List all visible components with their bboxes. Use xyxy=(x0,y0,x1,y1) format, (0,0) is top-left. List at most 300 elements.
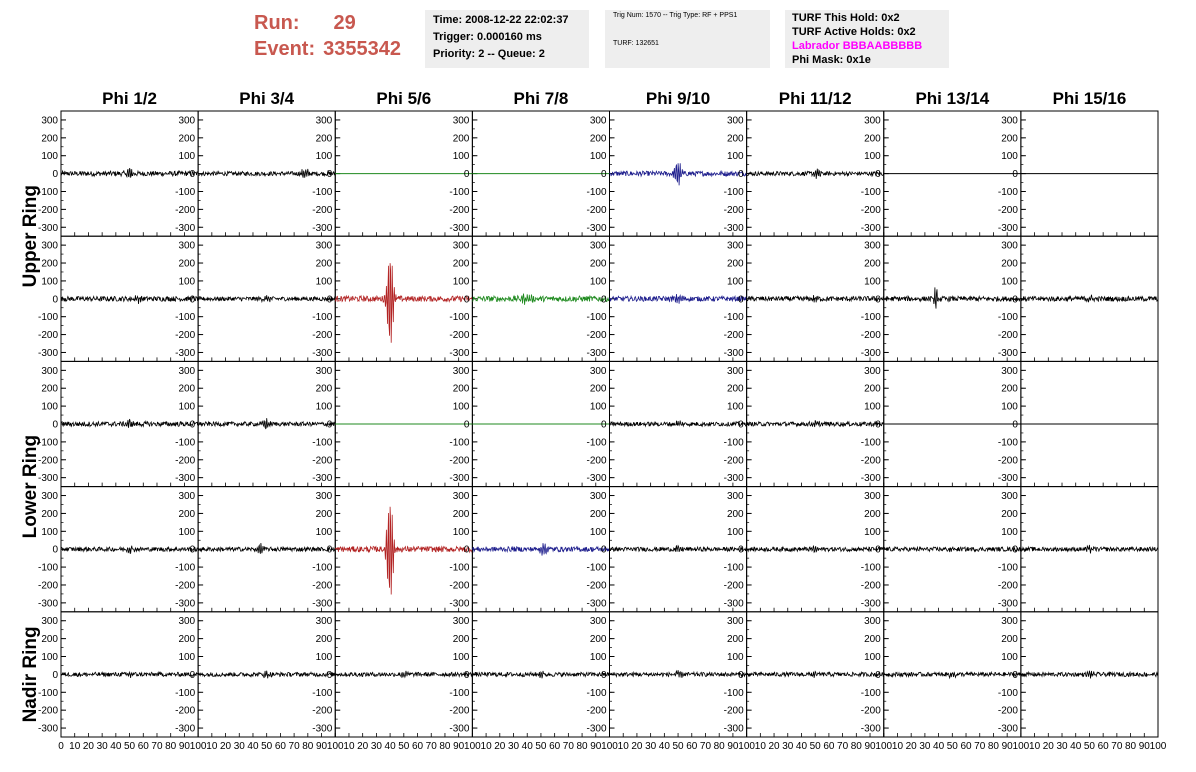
turf-line: TURF: 132651 xyxy=(613,40,659,47)
y-tick-label: -200 xyxy=(37,580,58,592)
x-tick-label: 90 xyxy=(864,741,876,752)
y-tick-label: -100 xyxy=(37,437,58,449)
y-tick-label: -200 xyxy=(860,330,881,342)
x-tick-label: 100 xyxy=(189,741,207,752)
y-tick-label: 200 xyxy=(452,133,470,145)
x-tick-label: 80 xyxy=(713,741,725,752)
y-tick-label: 200 xyxy=(1001,133,1018,145)
y-tick-label: -100 xyxy=(312,186,333,198)
y-tick-label: 100 xyxy=(41,652,58,664)
trace-waveform xyxy=(472,543,609,555)
y-tick-label: 0 xyxy=(600,419,607,431)
y-tick-label: -200 xyxy=(449,455,470,467)
trace-waveform xyxy=(747,546,884,552)
x-tick-label: 10 xyxy=(754,741,766,752)
y-tick-label: -300 xyxy=(586,347,607,359)
y-tick-label: -300 xyxy=(175,473,196,485)
trace-waveform xyxy=(610,421,747,427)
y-tick-label: -200 xyxy=(723,705,744,717)
y-tick-label: 100 xyxy=(864,526,881,538)
y-tick-label: -200 xyxy=(449,204,470,216)
y-tick-label: 300 xyxy=(41,491,58,503)
y-tick-label: -100 xyxy=(312,562,333,574)
x-tick-label: 30 xyxy=(645,741,657,752)
y-tick-label: 0 xyxy=(738,169,744,181)
x-tick-label: 40 xyxy=(933,741,945,752)
y-tick-label: -300 xyxy=(723,347,744,359)
y-tick-label: -200 xyxy=(37,204,58,216)
x-tick-label: 50 xyxy=(946,741,958,752)
x-tick-label: 40 xyxy=(795,741,808,752)
y-tick-label: -300 xyxy=(860,473,881,485)
x-tick-label: 20 xyxy=(494,741,506,752)
x-tick-label: 90 xyxy=(1138,741,1150,752)
y-tick-label: 200 xyxy=(726,258,744,270)
trace-waveform xyxy=(61,295,198,304)
y-tick-label: 300 xyxy=(178,115,196,127)
trace-waveform xyxy=(884,287,1021,308)
y-tick-label: -300 xyxy=(312,598,333,610)
y-tick-label: 100 xyxy=(315,652,333,664)
y-tick-label: -300 xyxy=(997,222,1018,234)
y-tick-label: -200 xyxy=(997,580,1018,592)
trace-waveform xyxy=(198,671,335,679)
trace-waveform xyxy=(472,294,609,305)
y-tick-label: -300 xyxy=(860,598,881,610)
x-tick-label: 20 xyxy=(768,741,780,752)
y-tick-label: 0 xyxy=(738,294,744,306)
phi-mask-line: Phi Mask: 0x1e xyxy=(792,54,871,66)
y-tick-label: 300 xyxy=(589,365,607,377)
y-tick-label: 200 xyxy=(864,508,881,520)
x-tick-label: 50 xyxy=(398,741,410,752)
y-tick-label: -200 xyxy=(449,705,470,717)
y-tick-label: 300 xyxy=(589,240,607,252)
x-tick-label: 60 xyxy=(1097,741,1109,752)
y-tick-label: 200 xyxy=(589,634,607,646)
y-tick-label: -100 xyxy=(312,312,333,324)
y-tick-label: 300 xyxy=(864,115,881,127)
y-tick-label: -300 xyxy=(175,598,196,610)
y-tick-label: 300 xyxy=(726,240,744,252)
x-tick-label: 80 xyxy=(987,741,1000,752)
y-tick-label: 300 xyxy=(41,616,58,628)
y-tick-label: 0 xyxy=(189,294,196,306)
y-tick-label: -100 xyxy=(37,562,58,574)
y-tick-label: -100 xyxy=(175,562,196,574)
x-tick-label: 10 xyxy=(891,741,904,752)
y-tick-label: -200 xyxy=(175,204,196,216)
x-tick-label: 10 xyxy=(480,741,492,752)
trace-waveform xyxy=(884,547,1021,552)
event-label: Event: xyxy=(254,38,316,60)
y-tick-label: 0 xyxy=(52,544,58,556)
y-tick-label: 0 xyxy=(326,419,333,431)
x-tick-label: 70 xyxy=(699,741,712,752)
y-tick-label: -300 xyxy=(37,723,58,735)
y-tick-label: 200 xyxy=(589,508,607,520)
y-tick-label: -100 xyxy=(723,186,744,198)
y-tick-label: 0 xyxy=(875,169,881,181)
y-tick-label: -100 xyxy=(175,312,196,324)
y-tick-label: -200 xyxy=(723,330,744,342)
x-tick-label: 80 xyxy=(165,741,177,752)
x-tick-label: 50 xyxy=(672,741,684,752)
x-tick-label: 40 xyxy=(1070,741,1082,752)
y-tick-label: 100 xyxy=(452,401,470,413)
y-tick-label: -200 xyxy=(37,330,58,342)
y-tick-label: -300 xyxy=(449,347,470,359)
y-tick-label: 300 xyxy=(1001,365,1018,377)
y-tick-label: -300 xyxy=(997,473,1018,485)
column-header: Phi 15/16 xyxy=(1052,89,1127,108)
y-tick-label: 0 xyxy=(738,419,744,431)
y-tick-label: 100 xyxy=(178,401,196,413)
y-tick-label: -200 xyxy=(860,580,881,592)
y-tick-label: 300 xyxy=(589,616,607,628)
column-header: Phi 11/12 xyxy=(778,89,852,108)
y-tick-label: 0 xyxy=(738,544,744,556)
y-tick-label: -200 xyxy=(997,204,1018,216)
y-tick-label: -200 xyxy=(175,705,196,717)
y-tick-label: 300 xyxy=(41,240,58,252)
x-tick-label: 90 xyxy=(178,741,190,752)
y-tick-label: -300 xyxy=(997,723,1018,735)
column-header: Phi 13/14 xyxy=(915,89,990,108)
x-tick-label: 50 xyxy=(124,741,136,752)
y-tick-label: -300 xyxy=(449,723,470,735)
y-tick-label: 100 xyxy=(1001,401,1018,413)
y-tick-label: -300 xyxy=(175,723,196,735)
y-tick-label: 200 xyxy=(589,258,607,270)
y-tick-label: 0 xyxy=(738,669,744,681)
x-tick-label: 70 xyxy=(288,741,300,752)
y-tick-label: -100 xyxy=(860,562,881,574)
y-tick-label: -300 xyxy=(37,347,58,359)
y-tick-label: -100 xyxy=(37,687,58,699)
x-tick-label: 70 xyxy=(1111,741,1123,752)
x-tick-label: 60 xyxy=(137,741,149,752)
x-tick-label: 30 xyxy=(919,741,931,752)
x-tick-label: 70 xyxy=(151,741,163,752)
y-tick-label: -300 xyxy=(860,723,881,735)
y-tick-label: 100 xyxy=(178,151,196,163)
y-tick-label: 300 xyxy=(589,115,607,127)
y-tick-label: 0 xyxy=(52,294,58,306)
y-tick-label: -300 xyxy=(860,347,881,359)
y-tick-label: -100 xyxy=(997,312,1018,324)
y-tick-label: 100 xyxy=(864,652,881,664)
y-tick-label: 100 xyxy=(41,526,58,538)
y-tick-label: 300 xyxy=(315,115,333,127)
x-tick-label: 10 xyxy=(343,741,355,752)
y-tick-label: 0 xyxy=(463,169,470,181)
y-tick-label: -100 xyxy=(997,687,1018,699)
x-tick-label: 100 xyxy=(601,741,618,752)
y-tick-label: -100 xyxy=(586,687,607,699)
y-tick-label: 200 xyxy=(41,258,58,270)
labrador-line: Labrador BBBAABBBBB xyxy=(792,40,923,52)
y-tick-label: 200 xyxy=(864,133,881,145)
y-tick-label: 300 xyxy=(1001,491,1018,503)
y-tick-label: 100 xyxy=(726,276,744,288)
y-tick-label: 300 xyxy=(315,616,333,628)
x-tick-label: 20 xyxy=(82,741,94,752)
y-tick-label: -100 xyxy=(175,687,196,699)
y-tick-label: -300 xyxy=(312,347,333,359)
y-tick-label: 0 xyxy=(1012,419,1018,431)
y-tick-label: 100 xyxy=(41,401,58,413)
y-tick-label: -300 xyxy=(449,598,470,610)
x-tick-label: 70 xyxy=(425,741,437,752)
trig-num-line: Trig Num: 1570 -- Trig Type: RF + PPS1 xyxy=(613,12,738,19)
x-tick-label: 60 xyxy=(960,741,972,752)
y-tick-label: 0 xyxy=(875,544,881,556)
x-tick-label: 60 xyxy=(549,741,561,752)
y-tick-label: -200 xyxy=(860,705,881,717)
trace-waveform xyxy=(198,543,335,554)
y-tick-label: 0 xyxy=(875,669,881,681)
x-tick-label: 60 xyxy=(686,741,698,752)
y-tick-label: -200 xyxy=(586,455,607,467)
y-tick-label: -100 xyxy=(449,437,470,449)
y-tick-label: 300 xyxy=(726,115,744,127)
y-tick-label: -300 xyxy=(312,473,333,485)
y-tick-label: 200 xyxy=(726,508,744,520)
y-tick-label: -200 xyxy=(586,330,607,342)
x-tick-label: 50 xyxy=(809,741,821,752)
column-header: Phi 1/2 xyxy=(102,89,157,108)
y-tick-label: 300 xyxy=(1001,240,1018,252)
y-tick-label: 300 xyxy=(178,365,196,377)
y-tick-label: 200 xyxy=(726,383,744,395)
trace-waveform xyxy=(198,169,335,181)
y-tick-label: 0 xyxy=(1012,294,1018,306)
y-tick-label: -300 xyxy=(175,347,196,359)
y-tick-label: 200 xyxy=(1001,258,1018,270)
y-tick-label: 300 xyxy=(315,240,333,252)
y-tick-label: 200 xyxy=(1001,634,1018,646)
y-tick-label: 300 xyxy=(864,240,881,252)
y-tick-label: -100 xyxy=(997,437,1018,449)
y-tick-label: -200 xyxy=(312,580,333,592)
x-tick-label: 100 xyxy=(738,741,755,752)
y-tick-label: 200 xyxy=(178,634,196,646)
x-tick-label: 20 xyxy=(631,741,643,752)
x-tick-label: 100 xyxy=(1012,741,1030,752)
trace-waveform xyxy=(884,672,1021,678)
y-tick-label: 300 xyxy=(452,115,470,127)
y-tick-label: 100 xyxy=(589,652,607,664)
y-tick-label: 300 xyxy=(589,491,607,503)
y-tick-label: -100 xyxy=(586,312,607,324)
y-tick-label: 300 xyxy=(452,240,470,252)
trace-waveform xyxy=(1021,545,1158,554)
y-tick-label: -200 xyxy=(312,455,333,467)
y-tick-label: 200 xyxy=(726,634,744,646)
y-tick-label: 200 xyxy=(864,383,881,395)
turf-hold-line: TURF This Hold: 0x2 xyxy=(792,12,900,24)
x-tick-label: 30 xyxy=(782,741,794,752)
x-tick-label: 30 xyxy=(507,741,520,752)
y-tick-label: 200 xyxy=(452,383,470,395)
y-tick-label: 200 xyxy=(41,133,58,145)
y-tick-label: 100 xyxy=(864,151,881,163)
y-tick-label: 200 xyxy=(178,133,196,145)
x-tick-label: 100 xyxy=(875,741,893,752)
y-tick-label: -100 xyxy=(312,437,333,449)
trace-waveform xyxy=(747,671,884,677)
y-tick-label: 300 xyxy=(726,491,744,503)
y-tick-label: 0 xyxy=(463,669,470,681)
y-tick-label: -300 xyxy=(723,473,744,485)
y-tick-label: -200 xyxy=(723,455,744,467)
y-tick-label: -100 xyxy=(449,687,470,699)
x-tick-label: 100 xyxy=(1149,741,1167,752)
y-tick-label: 300 xyxy=(315,365,333,377)
y-tick-label: 200 xyxy=(864,258,881,270)
x-tick-label: 80 xyxy=(439,741,451,752)
y-tick-label: 300 xyxy=(864,365,881,377)
y-tick-label: 200 xyxy=(41,634,58,646)
y-tick-label: -200 xyxy=(997,455,1018,467)
trace-waveform xyxy=(198,418,335,428)
y-tick-label: -200 xyxy=(997,705,1018,717)
column-header: Phi 7/8 xyxy=(513,89,569,108)
y-tick-label: -200 xyxy=(175,455,196,467)
y-tick-label: -100 xyxy=(860,312,881,324)
y-tick-label: 100 xyxy=(315,276,333,288)
y-tick-label: -200 xyxy=(312,204,333,216)
y-tick-label: -300 xyxy=(586,598,607,610)
trace-waveform xyxy=(1021,295,1158,303)
y-tick-label: -200 xyxy=(175,330,196,342)
y-tick-label: -300 xyxy=(997,347,1018,359)
priority-line: Priority: 2 -- Queue: 2 xyxy=(433,48,545,60)
y-tick-label: 100 xyxy=(315,526,333,538)
x-tick-label: 80 xyxy=(1125,741,1137,752)
y-tick-label: 100 xyxy=(452,151,470,163)
y-tick-label: 200 xyxy=(315,634,333,646)
y-tick-label: -100 xyxy=(723,437,744,449)
x-tick-label: 70 xyxy=(562,741,574,752)
y-tick-label: 300 xyxy=(1001,115,1018,127)
x-tick-label: 20 xyxy=(219,741,232,752)
y-tick-label: -200 xyxy=(312,705,333,717)
y-tick-label: 0 xyxy=(1012,669,1018,681)
y-tick-label: 200 xyxy=(315,508,333,520)
y-tick-label: -100 xyxy=(37,312,58,324)
y-tick-label: -100 xyxy=(586,186,607,198)
y-tick-label: -300 xyxy=(449,222,470,234)
y-tick-label: -100 xyxy=(175,437,196,449)
x-tick-label: 70 xyxy=(974,741,986,752)
y-tick-label: -200 xyxy=(723,580,744,592)
y-tick-label: 200 xyxy=(452,258,470,270)
trace-waveform xyxy=(198,295,335,302)
y-tick-label: 200 xyxy=(315,258,333,270)
x-tick-label: 80 xyxy=(576,741,588,752)
ring-label: Nadir Ring xyxy=(20,626,41,723)
y-tick-label: -300 xyxy=(586,723,607,735)
y-tick-label: -200 xyxy=(37,705,58,717)
y-tick-label: 300 xyxy=(41,115,58,127)
trace-waveform xyxy=(1021,671,1158,679)
y-tick-label: -200 xyxy=(449,580,470,592)
run-value: 29 xyxy=(333,12,356,34)
y-tick-label: -200 xyxy=(449,330,470,342)
y-tick-label: -300 xyxy=(312,222,333,234)
x-tick-label: 80 xyxy=(302,741,314,752)
trace-waveform xyxy=(747,295,884,302)
y-tick-label: -300 xyxy=(37,473,58,485)
column-header: Phi 9/10 xyxy=(645,89,711,108)
x-tick-label: 90 xyxy=(727,741,739,752)
trace-waveform xyxy=(610,545,747,552)
y-tick-label: 100 xyxy=(726,526,744,538)
y-tick-label: -100 xyxy=(586,562,607,574)
y-tick-label: -300 xyxy=(37,222,58,234)
x-tick-label: 60 xyxy=(823,741,835,752)
y-tick-label: 300 xyxy=(41,365,58,377)
x-tick-label: 10 xyxy=(69,741,81,752)
y-tick-label: 0 xyxy=(52,419,58,431)
y-tick-label: 100 xyxy=(589,401,607,413)
x-tick-label: 90 xyxy=(590,741,602,752)
y-tick-label: -200 xyxy=(312,330,333,342)
y-tick-label: 0 xyxy=(600,294,607,306)
y-tick-label: -100 xyxy=(723,687,744,699)
y-tick-label: 100 xyxy=(726,652,744,664)
y-tick-label: -200 xyxy=(175,580,196,592)
trace-waveform xyxy=(61,168,198,181)
y-tick-label: 300 xyxy=(452,616,470,628)
y-tick-label: -300 xyxy=(586,222,607,234)
y-tick-label: -300 xyxy=(997,598,1018,610)
y-tick-label: 300 xyxy=(178,616,196,628)
y-tick-label: 0 xyxy=(326,669,333,681)
y-tick-label: 100 xyxy=(589,276,607,288)
y-tick-label: 200 xyxy=(864,634,881,646)
y-tick-label: -100 xyxy=(723,562,744,574)
trace-waveform xyxy=(610,294,747,304)
y-tick-label: 100 xyxy=(452,526,470,538)
x-tick-label: 40 xyxy=(521,741,533,752)
x-tick-label: 30 xyxy=(233,741,245,752)
ring-label: Upper Ring xyxy=(20,185,41,288)
trace-waveform xyxy=(61,419,198,428)
x-tick-label: 10 xyxy=(617,741,629,752)
y-tick-label: 0 xyxy=(326,544,333,556)
y-tick-label: -200 xyxy=(586,705,607,717)
ring-label: Lower Ring xyxy=(20,434,41,539)
trace-waveform xyxy=(472,671,609,678)
y-tick-label: -200 xyxy=(586,204,607,216)
x-tick-label: 20 xyxy=(1042,741,1054,752)
x-tick-label: 40 xyxy=(384,741,396,752)
y-tick-label: 0 xyxy=(189,169,196,181)
x-tick-label: 40 xyxy=(658,741,670,752)
y-tick-label: 0 xyxy=(326,169,333,181)
y-tick-label: -300 xyxy=(860,222,881,234)
y-tick-label: 200 xyxy=(315,383,333,395)
y-tick-label: 0 xyxy=(600,169,607,181)
trace-waveform xyxy=(61,672,198,678)
y-tick-label: 100 xyxy=(1001,276,1018,288)
y-tick-label: 200 xyxy=(589,133,607,145)
column-header: Phi 5/6 xyxy=(376,89,432,108)
trace-waveform xyxy=(747,420,884,427)
